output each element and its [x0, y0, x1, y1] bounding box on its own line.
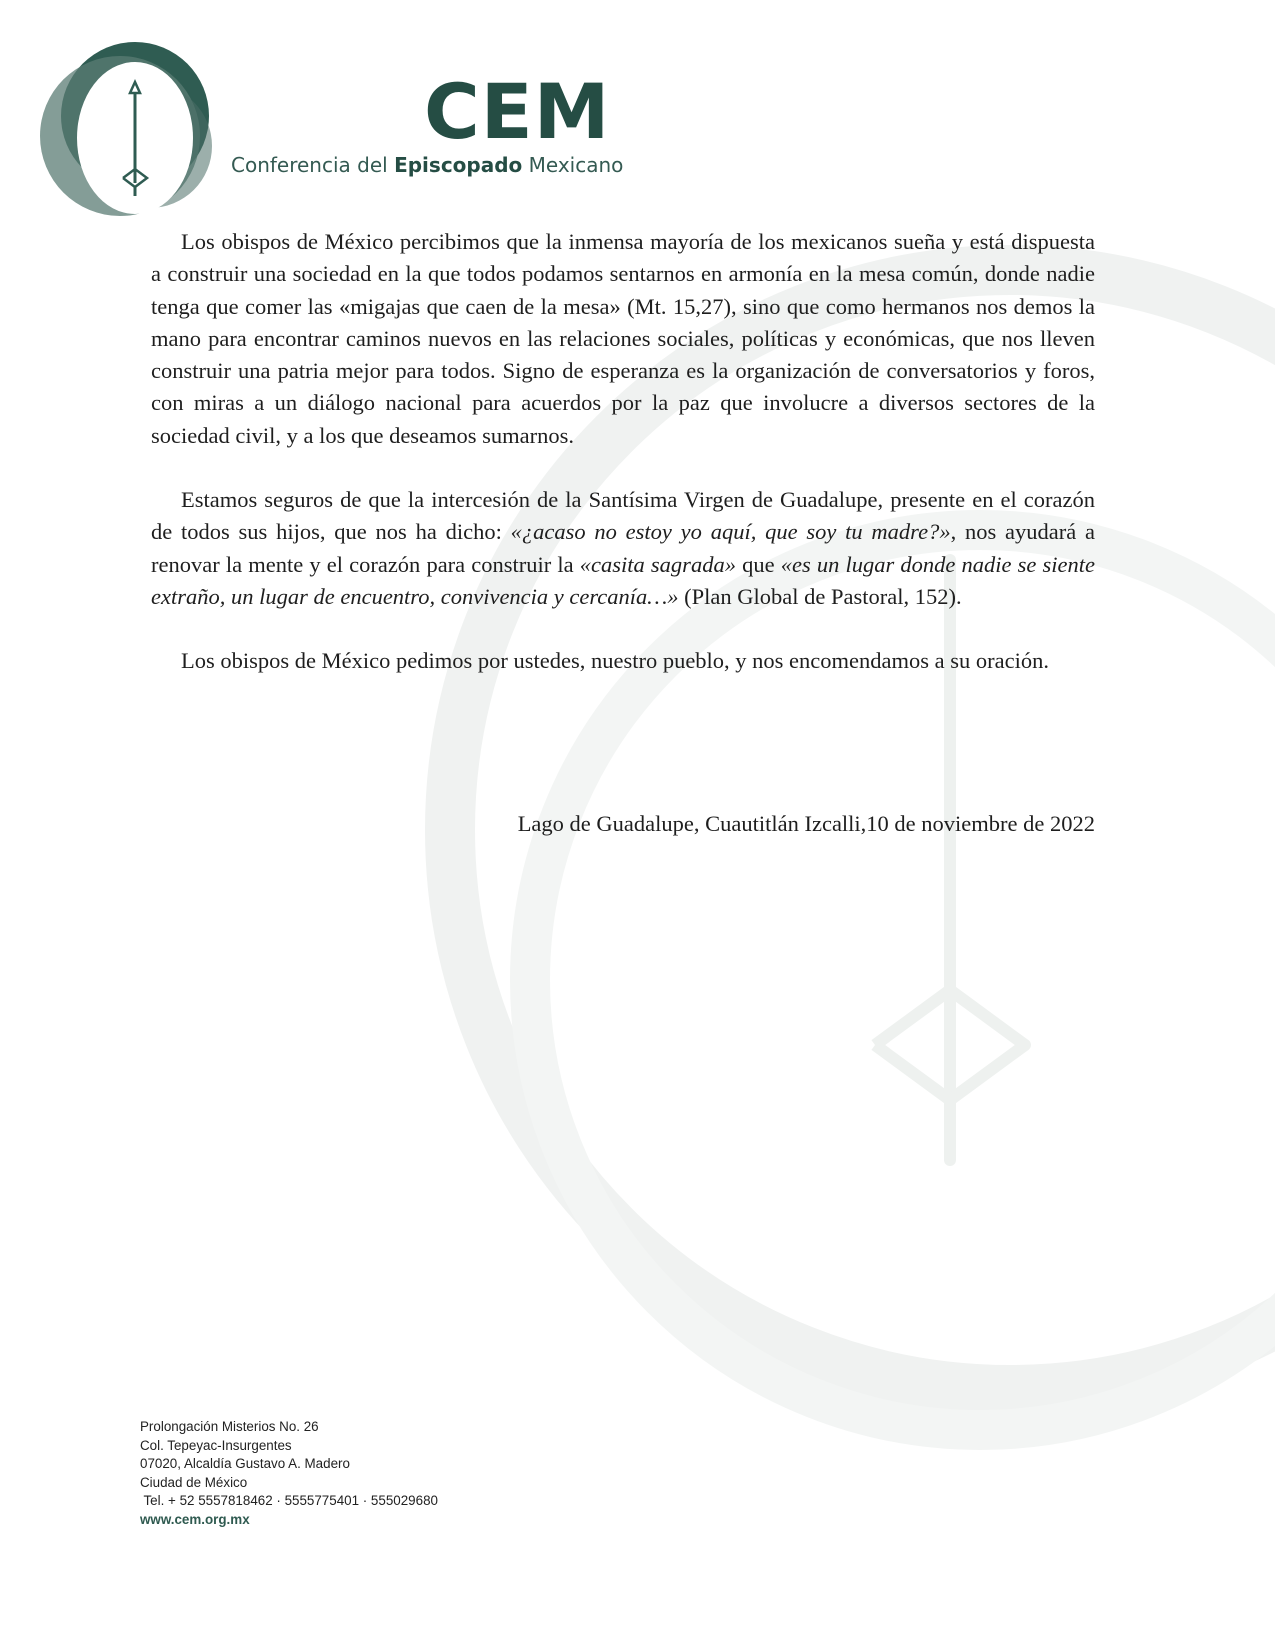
footer-website-link[interactable]: www.cem.org.mx: [140, 1511, 250, 1527]
p2-text-e: que: [735, 551, 781, 577]
p2-text-a: Estamos seguros de que la intercesión de la Santísima Virgen de Guadalupe, presente en el corazón de todos sus hijos, que nos ha dicho:: [151, 487, 1095, 545]
footer-line-1: Prolongación Misterios No. 26: [140, 1419, 319, 1434]
p2-text-g: (Plan Global de Pastoral, 152).: [678, 583, 962, 609]
brand-tagline: [231, 153, 623, 177]
p2-quote-casita: «casita sagrada»: [579, 551, 736, 577]
paragraph-2: [151, 484, 1095, 613]
place-date-signature: Lago de Guadalupe, Cuautitlán Izcalli,10 de noviembre de 2022: [517, 811, 1095, 836]
footer-address: [140, 1418, 438, 1529]
tagline-post: Mexicano: [528, 153, 624, 177]
footer-line-2: Col. Tepeyac-Insurgentes: [140, 1437, 292, 1453]
p2-quote-madre: «¿acaso no estoy yo aquí, que soy tu madre?»: [510, 519, 951, 545]
p2-text-c: , nos ayudará a renovar la mente y el corazón para construir la: [151, 519, 1095, 577]
brand-title: CEM: [424, 67, 611, 156]
footer-phone: Tel. + 52 5557818462 · 5555775401 · 555029680: [140, 1493, 438, 1508]
letter-body: [151, 226, 1095, 710]
footer-line-3: 07020, Alcaldía Gustavo A. Madero: [140, 1456, 350, 1471]
cem-logo-icon: [40, 38, 225, 218]
tagline-bold: Episcopado: [394, 153, 523, 177]
paragraph-3: Los obispos de México pedimos por ustedes, nuestro pueblo, y nos encomendamos a su oración.: [181, 648, 1049, 674]
p2-quote-lugar: «es un lugar donde nadie se siente extraño, un lugar de encuentro, convivencia y cercanía…»: [151, 551, 1095, 609]
tagline-pre: Conferencia del: [231, 153, 388, 177]
footer-line-4: Ciudad de México: [140, 1474, 248, 1490]
paragraph-1: Los obispos de México percibimos que la inmensa mayoría de los mexicanos sueña y está dispuesta a construir una sociedad en la que todos podamos sentarnos en armonía en la mesa común, donde nadie tenga que comer las «migajas que caen de la mesa» (Mt. 15,27), sino que como hermanos nos demos la mano para encontrar caminos nuevos en las relaciones sociales, políticas y económicas, que nos lleven construir una patria mejor para todos. Signo de esperanza es la organización de conversatorios y foros, con miras a un diálogo nacional para acuerdos por la paz que involucre a diversos sectores de la sociedad civil, y a los que deseamos sumarnos.: [151, 229, 1095, 448]
